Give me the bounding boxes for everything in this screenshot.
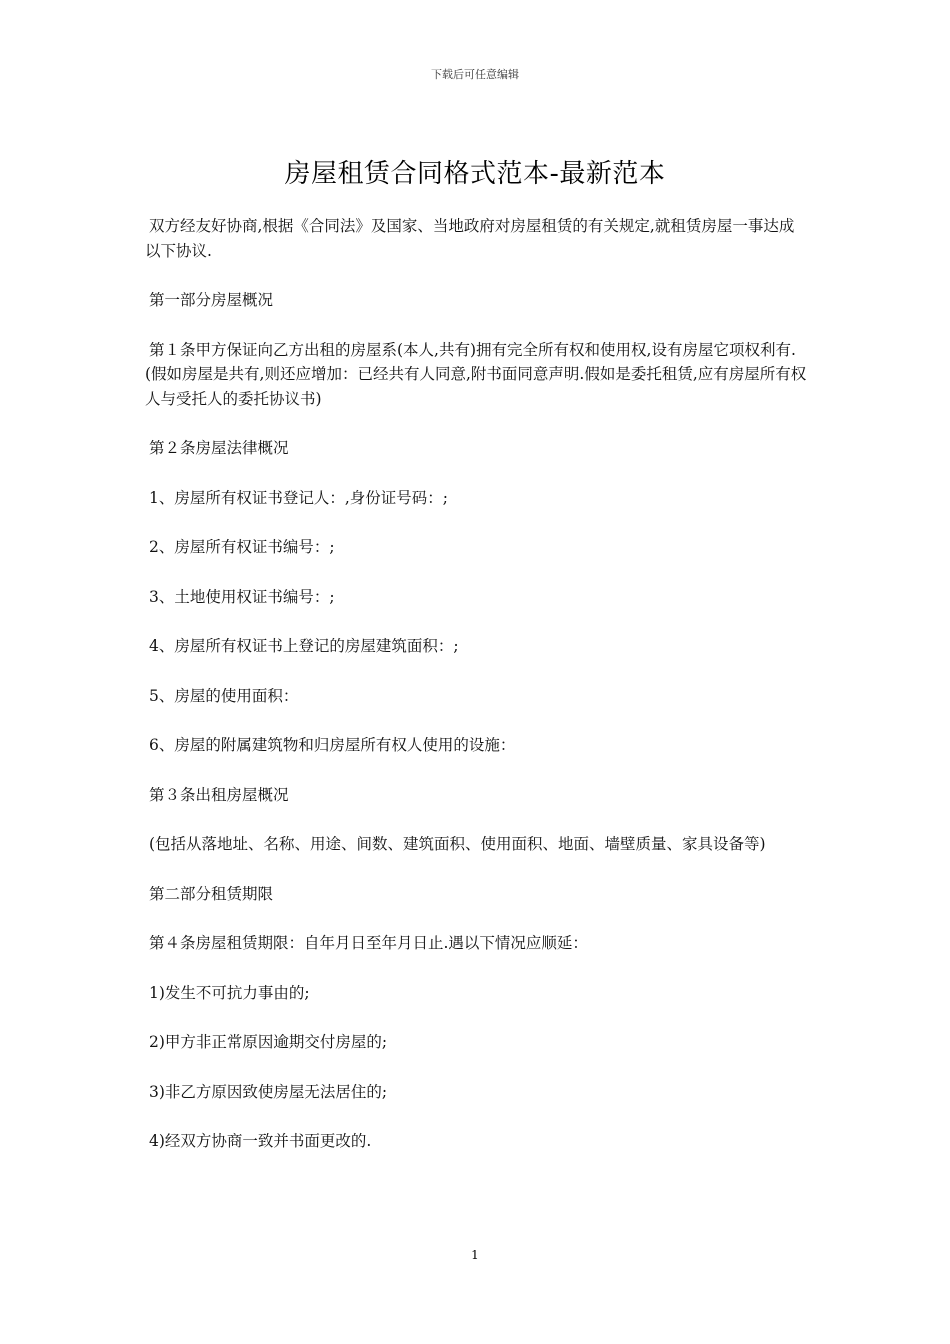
list-item: 1)发生不可抗力事由的; — [149, 983, 310, 1002]
document-body — [145, 214, 809, 1179]
list-item: 2)甲方非正常原因逾期交付房屋的; — [149, 1033, 388, 1051]
section-heading-property-overview: 第一部分房屋概况 — [149, 291, 274, 309]
article-4: 第４条房屋租赁期限：自年月日至年月日止.遇以下情况应顺延： — [149, 934, 588, 952]
list-item: 1、房屋所有权证书登记人：,身份证号码：; — [149, 488, 449, 507]
list-item: 3、土地使用权证书编号：; — [149, 587, 335, 606]
article-3-detail: (包括从落地址、名称、用途、间数、建筑面积、使用面积、地面、墙壁质量、家具设备等) — [149, 835, 766, 853]
list-item: 4)经双方协商一致并书面更改的. — [149, 1132, 372, 1150]
list-item: 6、房屋的附属建筑物和归房屋所有权人使用的设施： — [149, 736, 516, 754]
list-item: 2、房屋所有权证书编号：; — [149, 538, 335, 556]
document-title: 房屋租赁合同格式范本-最新范本 — [284, 159, 666, 190]
article-1: 第１条甲方保证向乙方出租的房屋系(本人,共有)拥有完全所有权和使用权,设有房屋它项权利有.(假如房屋是共有,则还应增加：已经共有人同意,附书面同意声明.假如是委托租赁,应有房屋所有权人与受托人的委托协议书) — [145, 340, 807, 408]
list-item: 3)非乙方原因致使房屋无法居住的; — [149, 1082, 388, 1101]
paragraph-intro: 双方经友好协商,根据《合同法》及国家、当地政府对房屋租赁的有关规定,就租赁房屋一事达成以下协议. — [145, 217, 795, 260]
page-number: 1 — [471, 1248, 479, 1262]
page-header: 下载后可任意编辑 — [431, 68, 519, 81]
list-item: 4、房屋所有权证书上登记的房屋建筑面积：; — [149, 637, 459, 655]
article-2-heading: 第２条房屋法律概况 — [149, 439, 289, 457]
list-item: 5、房屋的使用面积： — [149, 686, 299, 705]
section-heading-lease-term: 第二部分租赁期限 — [149, 884, 274, 903]
article-3-heading: 第３条出租房屋概况 — [149, 785, 289, 804]
